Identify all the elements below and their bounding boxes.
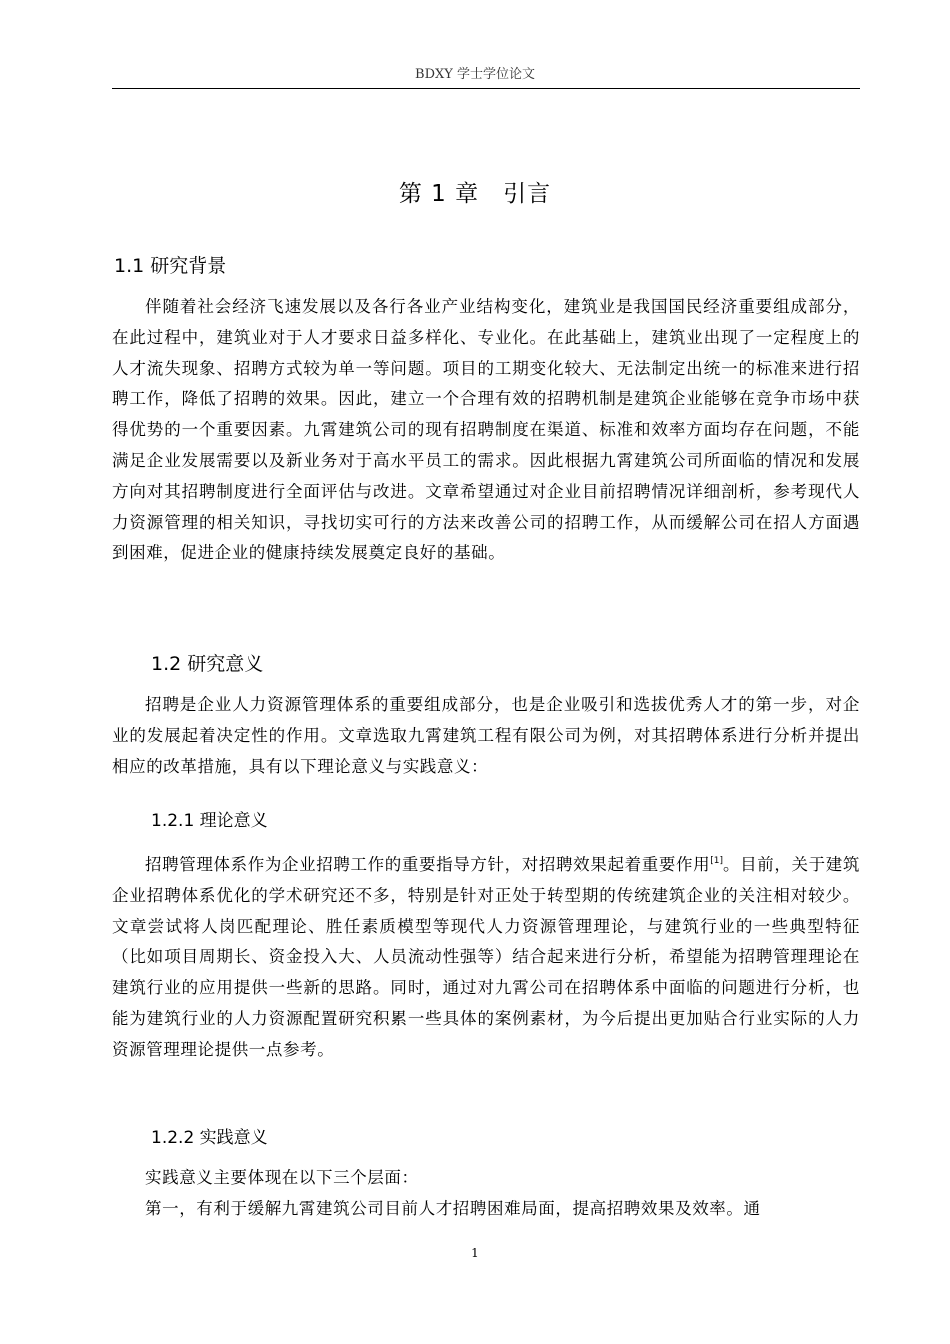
page-number: 1	[471, 1246, 479, 1260]
subsection-heading-1-2-1: 1.2.1 理论意义	[151, 811, 268, 831]
chapter-title: 第 1 章 引言	[398, 181, 552, 207]
section-heading-1-1: 1.1 研究背景	[114, 255, 227, 277]
paragraph-text-after-citation: 。目前，关于建筑企业招聘体系优化的学术研究还不多，特别是针对正处于转型期的传统建筑企业的关注相对较少。文章尝试将人岗匹配理论、胜任素质模型等现代人力资源管理理论，与建筑行业的一些典型特征（比如项目周期长、资金投入大、人员流动性强等）结合起来进行分析，希望能为招聘管理理论在建筑行业的应用提供一些新的思路。同时，通过对九霄公司在招聘体系中面临的问题进行分析，也能为建筑行业的人力资源配置研究积累一些具体的案例素材，为今后提出更加贴合行业实际的人力资源管理理论提供一点参考。	[112, 855, 860, 1059]
paragraph-research-significance: 招聘是企业人力资源管理体系的重要组成部分，也是企业吸引和选拔优秀人才的第一步，对企业的发展起着决定性的作用。文章选取九霄建筑工程有限公司为例，对其招聘体系进行分析并提出相应的改革措施，具有以下理论意义与实践意义：	[112, 695, 860, 776]
running-header-title: BDXY 学士学位论文	[415, 67, 535, 82]
paragraph-practical-first: 第一，有利于缓解九霄建筑公司目前人才招聘困难局面，提高招聘效果及效率。通	[145, 1199, 761, 1218]
paragraph-text-before-citation: 招聘管理体系作为企业招聘工作的重要指导方针，对招聘效果起着重要作用	[145, 855, 711, 874]
section-heading-1-2: 1.2 研究意义	[151, 653, 264, 675]
paragraph-theoretical-significance	[112, 846, 860, 1066]
header-divider	[112, 88, 860, 89]
paragraph-research-background: 伴随着社会经济飞速发展以及各行各业产业结构变化，建筑业是我国国民经济重要组成部分，在此过程中，建筑业对于人才要求日益多样化、专业化。在此基础上，建筑业出现了一定程度上的人才流失现象、招聘方式较为单一等问题。项目的工期变化较大、无法制定出统一的标准来进行招聘工作，降低了招聘的效果。因此，建立一个合理有效的招聘机制是建筑企业能够在竞争市场中获得优势的一个重要因素。九霄建筑公司的现有招聘制度在渠道、标准和效率方面均存在问题，不能满足企业发展需要以及新业务对于高水平员工的需求。因此根据九霄建筑公司所面临的情况和发展方向对其招聘制度进行全面评估与改进。文章希望通过对企业目前招聘情况详细剖析，参考现代人力资源管理的相关知识，寻找切实可行的方法来改善公司的招聘工作，从而缓解公司在招人方面遇到困难，促进企业的健康持续发展奠定良好的基础。	[112, 297, 860, 563]
citation-marker: [1]	[710, 856, 723, 866]
subsection-heading-1-2-2: 1.2.2 实践意义	[151, 1128, 268, 1148]
paragraph-practical-intro: 实践意义主要体现在以下三个层面：	[145, 1168, 419, 1187]
